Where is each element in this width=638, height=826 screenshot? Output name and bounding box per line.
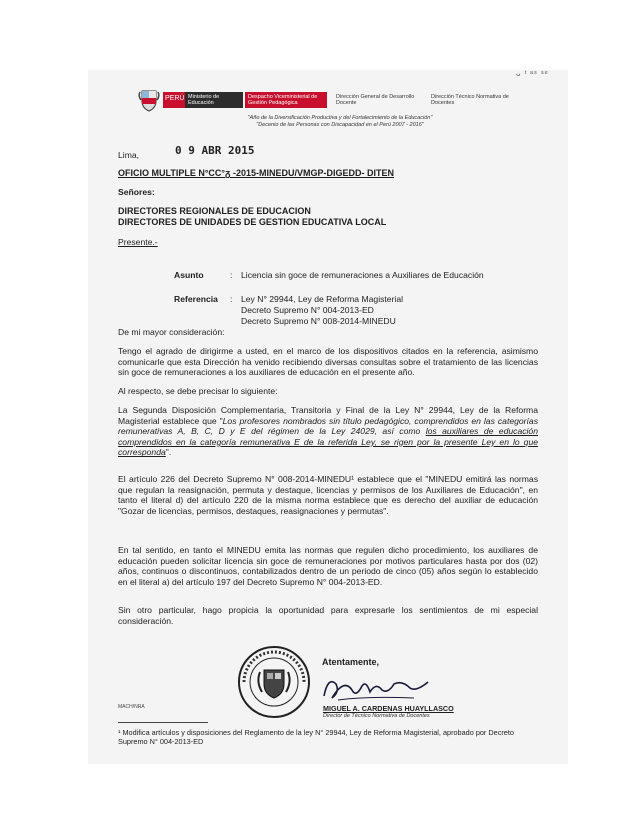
signer-name: MIGUEL A. CARDENAS HUAYLLASCO [323, 704, 454, 713]
corner-mark: ᴗ ᵗ ᵃˢ ˢᵉ [516, 69, 549, 78]
city-label: Lima, [118, 150, 140, 160]
paragraph-3-close: ". [165, 447, 172, 458]
footnote-divider [118, 722, 208, 723]
referencia-item: Ley N° 29944, Ley de Reforma Magisterial [241, 294, 404, 304]
paragraph-6: Sin otro particular, hago propicia la oportunidad para expresarle los sentimientos de mi especial consideración. [118, 605, 538, 626]
reference-code: OFICIO MULTIPLE N°CC°ᵹ -2015-MINEDU/VMGP-DIGEDD- DITEN [118, 168, 395, 178]
asunto-label: Asunto [174, 270, 204, 280]
date-stamp: 0 9 ABR 2015 [175, 144, 255, 157]
handwritten-signature-icon [318, 670, 438, 706]
paragraph-3-text: La Segunda Disposición Complementaria, Transitoria y Final de la Ley N° 29944, Ley de la Reforma Magisterial establece que " [118, 405, 538, 426]
closing: Atentamente, [322, 657, 380, 667]
direction-general-label: Dirección General de Desarrollo Docente [336, 94, 415, 106]
paragraph-5: En tal sentido, en tanto el MINEDU emita las normas que regulen dicho procedimiento, los auxiliares de educación pueden solicitar licencia sin goce de remuneraciones por motivos particulares hasta por dos (02) años, continuos o discontinuos, contabilizados dentro de un periodo de cinco (05) años según lo establecido en el literal a) del artículo 197 del Decreto Supremo N° 004-2013-ED. [118, 545, 538, 587]
paragraph-3-quote: Los profesores nombrados sin título pedagógico, comprendidos en las categorías remunerativas A, B, C, D y E del régimen de la Ley 24029, así como [118, 415, 538, 437]
official-seal-icon [236, 644, 312, 720]
coat-of-arms-icon [138, 88, 160, 112]
paragraph-4: El artículo 226 del Decreto Supremo N° 008-2014-MINEDU¹ establece que el "MINEDU emitirá las normas que regulan la reasignación, permuta y destaque, licencias y permisos de los Auxiliares de Educación", en tanto el literal d) del artículo 220 de la misma norma establece que es derecho del auxiliar de educación "Gozar de licencias, permisos, destaques, reasignaciones y permutas". [118, 474, 538, 516]
salutation: Señores: [118, 187, 155, 197]
asunto-colon: : [230, 270, 233, 280]
paragraph-3 [118, 405, 538, 458]
referencia-label: Referencia [174, 294, 218, 304]
paragraph-2: Al respecto, se debe precisar lo siguiente: [118, 386, 278, 396]
recipient-2: DIRECTORES DE UNIDADES DE GESTION EDUCATIVA LOCAL [118, 217, 387, 227]
direction-tech-label: Dirección Técnico Normativa de Docentes [431, 94, 509, 106]
letterhead [138, 88, 538, 112]
presente: Presente.- [118, 237, 158, 247]
motto-decade: "Decenio de las Personas con Discapacidad en el Perú 2007 - 2016" [256, 122, 424, 128]
referencia-item: Decreto Supremo N° 004-2013-ED [241, 305, 374, 315]
motto-year: "Año de la Diversificación Productiva y del Fortalecimiento de la Educación" [247, 115, 433, 121]
referencia-colon: : [230, 294, 233, 304]
recipient-1: DIRECTORES REGIONALES DE EDUCACION [118, 206, 311, 216]
asunto-value: Licencia sin goce de remuneraciones a Auxiliares de Educación [241, 270, 484, 280]
paragraph-1: Tengo el agrado de dirigirme a usted, en el marco de los dispositivos citados en la referencia, asimismo comunicarle que esta Dirección ha venido recibiendo diversas consultas sobre el tratamiento de las licencias sin goce de remuneraciones a los auxiliares de educación en el presente año. [118, 346, 538, 378]
initials: MACH/NRA [118, 704, 145, 710]
ministry-label: Ministerio de Educación [185, 92, 243, 108]
greeting: De mi mayor consideración: [118, 327, 225, 337]
referencia-item: Decreto Supremo N° 008-2014-MINEDU [241, 316, 396, 326]
footnote: ¹ Modifica artículos y disposiciones del Reglamento de la ley N° 29944, Ley de Reforma Magisterial, aprobado por Decreto Supremo N° 004-2013-ED [118, 728, 514, 746]
paragraph-3-quote-underlined: los auxiliares de educación comprendidos en la categoría remunerativa E de la referida Ley, se rigen por la presente Ley en lo que corresponda [118, 426, 538, 458]
peru-label: PERÚ [163, 92, 185, 108]
vice-ministry-label: Despacho Viceministerial de Gestión Pedagógica [245, 92, 327, 108]
signer-title: Director de Técnico Normativa de Docentes [323, 713, 430, 719]
